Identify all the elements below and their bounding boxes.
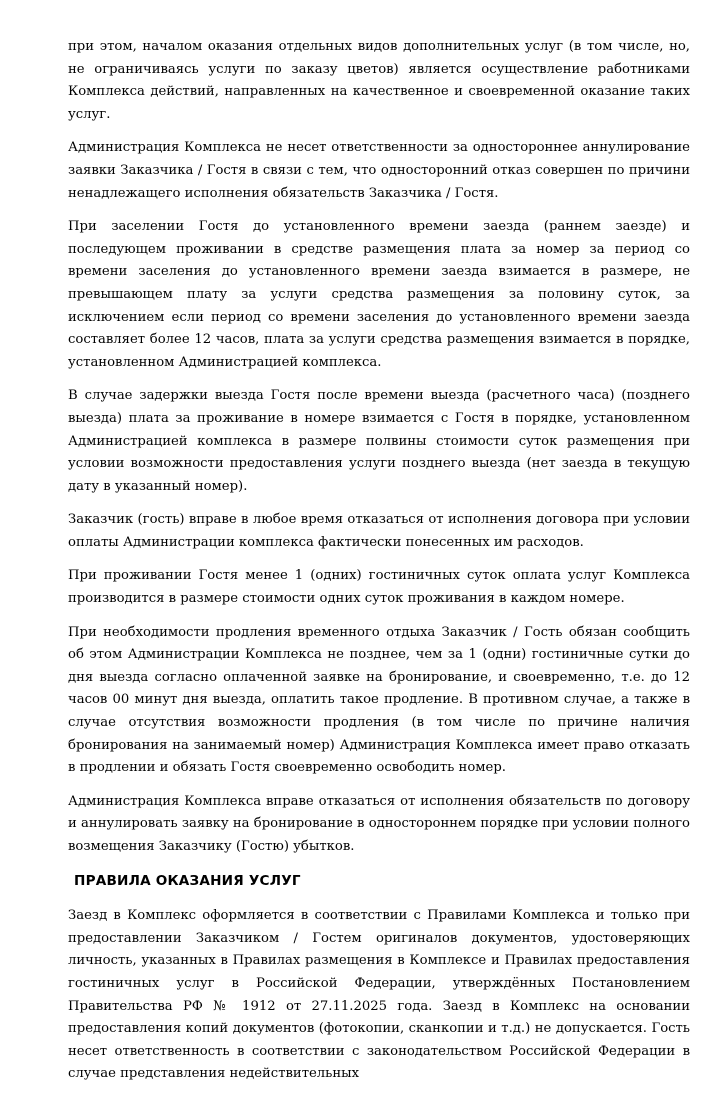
paragraph-early-check-in: При заселении Гостя до установленного времени заезда (раннем заезде) и последующем проживании в средстве размещения плата за номер за период со времени заселения до установленного времени заезда взимается в размере, не превышающем плату за услуги средства размещения за половину суток, за исключением если период со времени заселения до установленного времени заезда составляет более 12 часов, плата за услуги средства размещения взимается в порядке, установленном Администрацией комплекса. xyxy=(68,219,690,370)
document-page xyxy=(68,36,690,1097)
paragraph-check-in-rules: Заезд в Комплекс оформляется в соответствии с Правилами Комплекса и только при предоставлении Заказчиком / Гостем оригиналов документов, удостоверяющих личность, указанных в Правилах размещения в Комплексе и Правилах предоставления гостиничных услуг в Российской Федерации, утверждённых Постановлением Правительства РФ № 1912 от 27.11.2025 года. Заезд в Комплекс на основании предоставления копий документов (фотокопии, сканкопии и т.д.) не допускается. Гость несет ответственность в соответствии с законодательством Российской Федерации в случае представления недействительных xyxy=(68,908,690,1082)
paragraph-flower-services: при этом, началом оказания отдельных видов дополнительных услуг (в том числе, но, не ограничиваясь услуги по заказу цветов) является осуществление работниками Комплекса действий, направленных на качественное и своевременной оказание таких услуг. xyxy=(68,39,690,122)
paragraph-administration-refusal: Администрация Комплекса вправе отказаться от исполнения обязательств по договору и аннулировать заявку на бронирование в одностороннем порядке при условии полного возмещения Заказчику (Гостю) убытков. xyxy=(68,793,690,854)
paragraph-stay-extension: При необходимости продления временного отдыха Заказчик / Гость обязан сообщить об этом Администрации Комплекса не позднее, чем за 1 (одни) гостиничные сутки до дня выезда согласно оплаченной заявке на бронирование, и своевременно, т.е. до 12 часов 00 минут дня выезда, оплатить такое продление. В противном случае, а также в случае отсутствия возможности продления (в том числе по причине наличия бронирования на занимаемый номер) Администрация Комплекса имеет право отказать в продлении и обязать Гостя своевременно освободить номер. xyxy=(68,624,690,776)
paragraph-late-check-out: В случае задержки выезда Гостя после времени выезда (расчетного часа) (позднего выезда) плата за проживание в номере взимается с Гостя в порядке, установленном Администрацией комплекса в размере полвины стоимости суток размещения при условии возможности предоставления услуги позднего выезда (нет заезда в текущую дату в указанный номер). xyxy=(68,388,690,494)
section-heading: ПРАВИЛА ОКАЗАНИЯ УСЛУГ xyxy=(74,872,301,889)
paragraph-customer-refusal: Заказчик (гость) вправе в любое время отказаться от исполнения договора при условии оплаты Администрации комплекса фактически понесенных им расходов. xyxy=(68,512,690,550)
paragraph-short-stay: При проживании Гостя менее 1 (одних) гостиничных суток оплата услуг Комплекса производится в размере стоимости одних суток проживания в каждом номере. xyxy=(68,568,690,607)
paragraph-cancellation-liability: Администрация Комплекса не несет ответственности за одностороннее аннулирование заявки Заказчика / Гостя в связи с тем, что односторонний отказ совершен по причини ненадлежащего исполнения обязательств Заказчика / Гостя. xyxy=(68,140,690,201)
